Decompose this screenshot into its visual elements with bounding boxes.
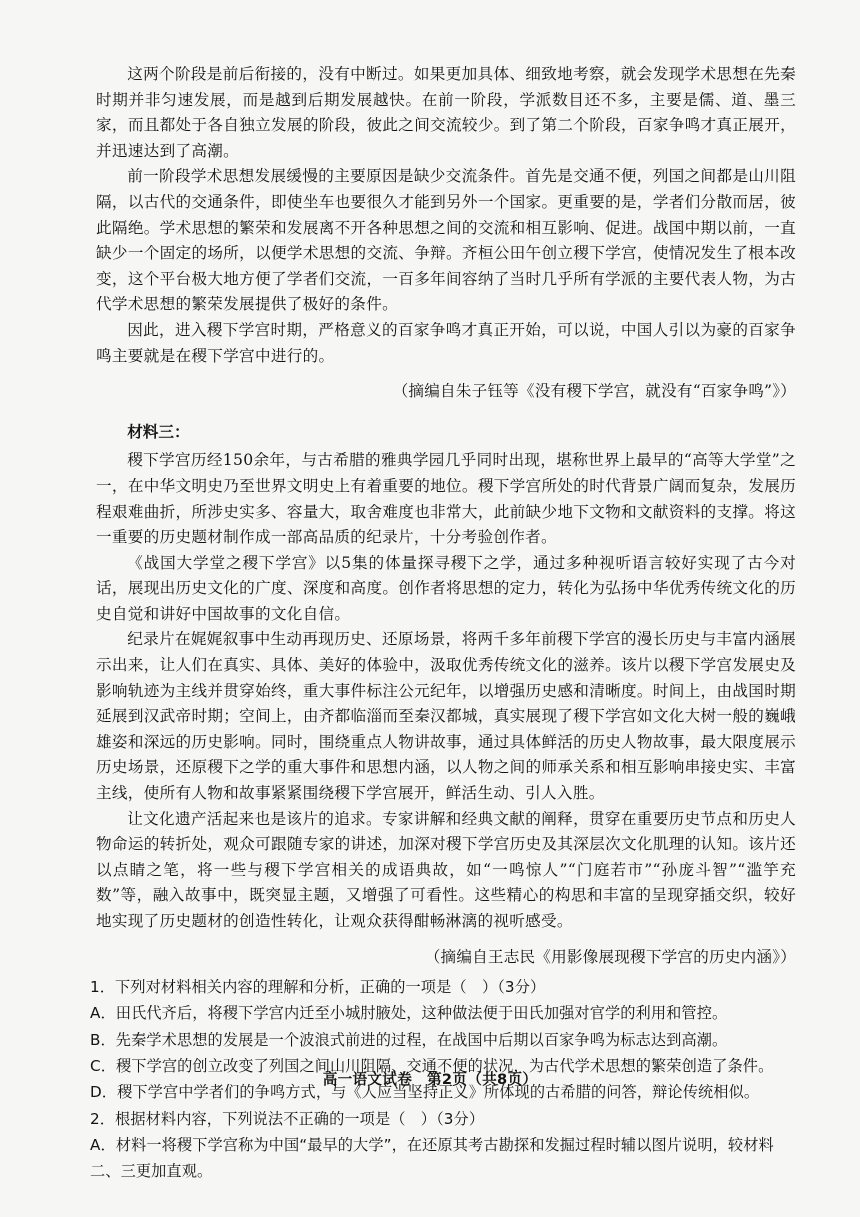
answer-option: C．稷下学宫的创立改变了列国之间山川阻隔、交通不便的状况，为古代学术思想的繁荣创造了条件。 — [90, 1057, 774, 1076]
paragraph: 《战国大学堂之稷下学宫》以5集的体量探寻稷下之学，通过多种视听语言较好实现了古今对话，展现出历史文化的广度、深度和高度。创作者将思想的定力，转化为弘扬中华优秀传统文化的历史自觉和讲好中国故事的文化自信。 — [96, 553, 796, 623]
answer-option: A．材料一将稷下学宫称为中国“最早的大学”，在还原其考古勘探和发掘过程时辅以图片说明，较材料二、三更加直观。 — [90, 1135, 774, 1181]
material-2-body — [96, 62, 796, 405]
question-stem: 1．下列对材料相关内容的理解和分析，正确的一项是（ ）（3分） — [90, 978, 546, 997]
question-stem: 2．根据材料内容，下列说法不正确的一项是（ ）（3分） — [90, 1109, 485, 1128]
answer-option: D．稷下学宫中学者们的争鸣方式，与《人应当坚持正义》所体现的古希腊的问答，辩论传统相似。 — [90, 1083, 760, 1102]
page-footer: 高一语文试卷 第2页（共8页） — [322, 1071, 538, 1088]
paragraph: 前一阶段学术思想发展缓慢的主要原因是缺少交流条件。首先是交通不便，列国之间都是山川阻隔，以古代的交通条件，即使坐车也要很久才能到另外一个国家。更重要的是，学者们分散而居，彼此隔绝。学术思想的繁荣和发展离不开各种思想之间的交流和相互影响、促进。战国中期以前，一直缺少一个固定的场所，以便学术思想的交流、争辩。齐桓公田午创立稷下学宫，使情况发生了根本改变，这个平台极大地方便了学者们交流，一百多年间容纳了当时几乎所有学派的主要代表人物，为古代学术思想的繁荣发展提供了极好的条件。 — [96, 167, 796, 314]
section-heading: 材料三： — [127, 421, 190, 441]
paragraph: 稷下学宫历经150余年，与古希腊的雅典学园几乎同时出现，堪称世界上最早的“高等大学堂”之一，在中华文明史乃至世界文明史上有着重要的地位。稷下学宫所处的时代背景广阔而复杂，发展历程艰难曲折，所涉史实多、容量大，取舍难度也非常大，此前缺少地下文物和文献资料的支撑。将这一重要的历史题材制作成一部高品质的纪录片，十分考验创作者。 — [96, 451, 796, 547]
paragraph: 让文化遗产活起来也是该片的追求。专家讲解和经典文献的阐释，贯穿在重要历史节点和历史人物命运的转折处，观众可跟随专家的讲述，加深对稷下学宫历史及其深层次文化肌理的认知。该片还以点睛之笔，将一些与稷下学宫相关的成语典故，如“一鸣惊人”“门庭若市”“孙庞斗智”“滥竽充数”等，融入故事中，既突显主题，又增强了可看性。这些精心的构思和丰富的呈现穿插交织，较好地实现了历史题材的创造性转化，让观众获得酣畅淋漓的视听感受。 — [96, 809, 796, 930]
answer-option: A．田氏代齐后，将稷下学宫内迁至小城肘腋处，这种做法便于田氏加强对官学的利用和管控。 — [90, 1004, 728, 1023]
source-citation: （摘编自王志民《用影像展现稷下学宫的历史内涵》） — [424, 947, 796, 966]
source-citation: （摘编自朱子钰等《没有稷下学宫，就没有“百家争鸣”》） — [392, 382, 796, 401]
paragraph: 因此，进入稷下学宫时期，严格意义的百家争鸣才真正开始，可以说，中国人引以为豪的百家争鸣主要就是在稷下学宫中进行的。 — [96, 320, 796, 365]
paragraph: 纪录片在娓娓叙事中生动再现历史、还原场景，将两千多年前稷下学宫的漫长历史与丰富内涵展示出来，让人们在真实、具体、美好的体验中，汲取优秀传统文化的滋养。该片以稷下学宫发展史及影响轨迹为主线并贯穿始终，重大事件标注公元纪年，以增强历史感和清晰度。时间上，由战国时期延展到汉武帝时期；空间上，由齐都临淄而至秦汉都城，真实展现了稷下学宫如文化大树一般的巍峨雄姿和深远的历史影响。同时，围绕重点人物讲故事，通过具体鲜活的历史人物故事，最大限度展示历史场景，还原稷下之学的重大事件和思想内涵，以人物之间的师承关系和相互影响串接史实、丰富主线，使所有人物和故事紧紧围绕稷下学宫展开，鲜活生动、引人入胜。 — [96, 630, 796, 803]
paragraph: 这两个阶段是前后衔接的，没有中断过。如果更加具体、细致地考察，就会发现学术思想在先秦时期并非匀速发展，而是越到后期发展越快。在前一阶段，学派数目还不多，主要是儒、道、墨三家，而且都处于各自独立发展的阶段，彼此之间交流较少。到了第二个阶段，百家争鸣才真正展开，并迅速达到了高潮。 — [96, 65, 796, 160]
answer-option: B．先秦学术思想的发展是一个波浪式前进的过程，在战国中后期以百家争鸣为标志达到高潮。 — [90, 1030, 728, 1049]
material-3 — [96, 419, 796, 970]
